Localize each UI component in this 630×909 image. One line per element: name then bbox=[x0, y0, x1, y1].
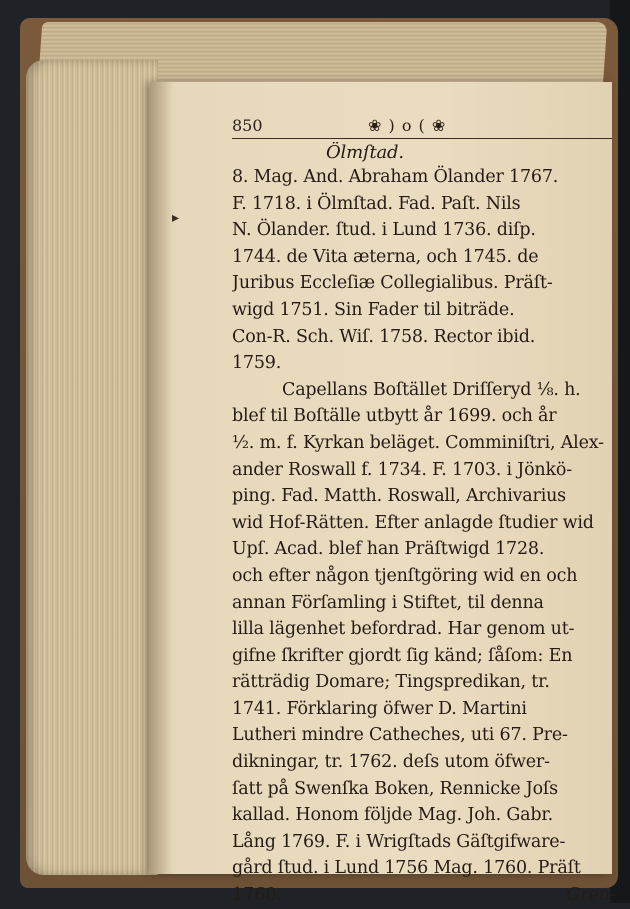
last-line-text: 1760. bbox=[232, 885, 283, 906]
text-line: dikningar, tr. 1762. deſs utom öfwer- bbox=[232, 752, 550, 773]
text-line: 1744. de Vita æterna, och 1745. de bbox=[232, 246, 539, 267]
text-line: ½. m. f. Kyrkan beläget. Comminiſtri, Alex- bbox=[232, 432, 604, 453]
book-page bbox=[150, 82, 616, 906]
book-fore-edge bbox=[26, 60, 158, 875]
last-line bbox=[232, 882, 616, 909]
head-ornament: ❀ ) o ( ❀ bbox=[368, 116, 447, 135]
text-line: ſatt på Swenſka Boken, Rennicke Joſs bbox=[232, 778, 558, 799]
text-line: F. 1718. i Ölmſtad. Fad. Paſt. Nils bbox=[232, 193, 521, 214]
text-line: Lutheri mindre Catheches, uti 67. Pre- bbox=[232, 725, 568, 746]
text-line: Con-R. Sch. Wiſ. 1758. Rector ibid. bbox=[232, 326, 536, 347]
text-line: gifne ſkrifter gjordt ſig känd; ſåſom: En bbox=[232, 645, 573, 666]
text-line: gård ſtud. i Lund 1756 Mag. 1760. Präſt bbox=[232, 858, 581, 879]
text-line: wid Hof-Rätten. Efter anlagde ſtudier wid bbox=[232, 512, 594, 533]
text-line: 8. Mag. And. Abraham Ölander 1767. bbox=[232, 167, 559, 187]
catchword: Gren- bbox=[566, 885, 616, 906]
text-line: lilla lägenhet befordrad. Har genom ut- bbox=[232, 619, 575, 640]
running-head bbox=[232, 116, 612, 138]
text-line: rätträdig Domare; Tingspredikan, tr. bbox=[232, 672, 550, 693]
text-line: Juribus Eccleſiæ Collegialibus. Präſt- bbox=[232, 273, 553, 294]
margin-marker: ▸ bbox=[172, 210, 180, 226]
text-line: och efter någon tjenſtgöring wid en och bbox=[232, 565, 578, 586]
text-line: kallad. Honom följde Mag. Joh. Gabr. bbox=[232, 805, 553, 826]
text-line: wigd 1751. Sin Fader til biträde. bbox=[232, 299, 515, 320]
head-rule bbox=[232, 138, 612, 139]
text-line: blef til Boſtälle utbytt år 1699. och år bbox=[232, 406, 557, 427]
section-title: Ölmſtad. bbox=[326, 142, 404, 163]
page-number: 850 bbox=[232, 116, 263, 135]
text-line: ander Roswall f. 1734. F. 1703. i Jönkö- bbox=[232, 459, 572, 480]
text-line: Upſ. Acad. blef han Präſtwigd 1728. bbox=[232, 539, 545, 560]
text-line: 1759. bbox=[232, 353, 282, 374]
text-line: Lång 1769. F. i Wrigſtads Gäſtgifware- bbox=[232, 831, 566, 852]
body-text bbox=[232, 142, 616, 909]
gutter-shadow bbox=[150, 82, 172, 874]
text-line: annan Förſamling i Stiftet, til denna bbox=[232, 592, 544, 613]
text-line: Capellans Boſtället Driſſeryd ⅛. h. bbox=[282, 379, 581, 400]
text-line: ping. Fad. Matth. Roswall, Archivarius bbox=[232, 486, 566, 507]
text-line: 1741. Förklaring öfwer D. Martini bbox=[232, 698, 527, 719]
text-line: N. Ölander. ſtud. i Lund 1736. diſp. bbox=[232, 220, 536, 241]
